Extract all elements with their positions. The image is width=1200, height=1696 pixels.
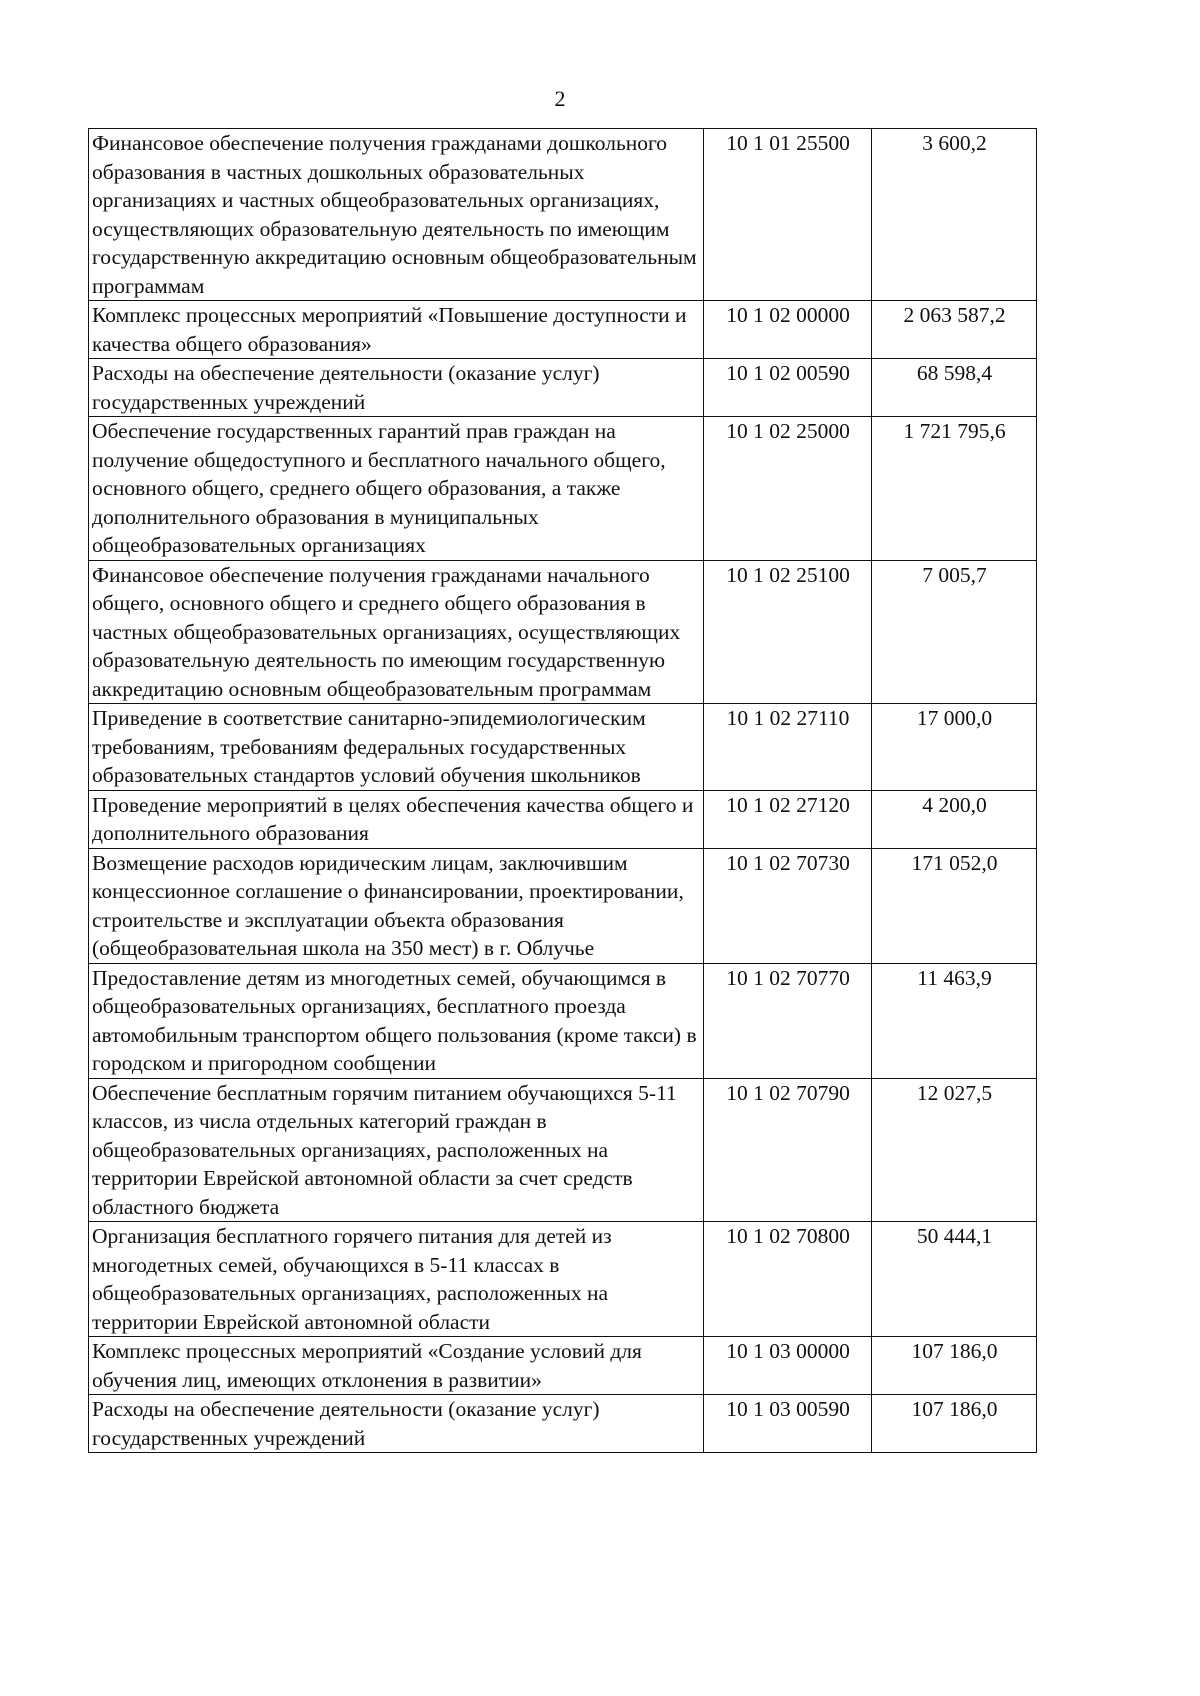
row-code: 10 1 02 00590 [704,359,872,417]
row-amount: 11 463,9 [872,963,1037,1078]
row-name: Возмещение расходов юридическим лицам, заключившим концессионное соглашение о финансировании, проектировании, строительстве и эксплуатации объекта образования (общеобразовательная школа на 350 мест) в г. Облучье [89,848,704,963]
row-name: Предоставление детям из многодетных семей, обучающимся в общеобразовательных организациях, бесплатного проезда автомобильным транспортом общего пользования (кроме такси) в городском и пригородном сообщении [89,963,704,1078]
row-name: Приведение в соответствие санитарно-эпидемиологическим требованиям, требованиям федеральных государственных образовательных стандартов условий обучения школьников [89,704,704,791]
row-name: Финансовое обеспечение получения гражданами начального общего, основного общего и среднего общего образования в частных общеобразовательных организациях, осуществляющих образовательную деятельность по имеющим государственную аккредитацию основным общеобразовательным программам [89,560,704,704]
row-name: Обеспечение бесплатным горячим питанием обучающихся 5-11 классов, из числа отдельных категорий граждан в общеобразовательных организациях, расположенных на территории Еврейской автономной области за счет средств областного бюджета [89,1078,704,1222]
row-code: 10 1 02 27120 [704,790,872,848]
row-name: Обеспечение государственных гарантий прав граждан на получение общедоступного и бесплатного начального общего, основного общего, среднего общего образования, а также дополнительного образования в муниципальных общеобразовательных организациях [89,417,704,561]
table-row [89,1337,1037,1395]
table-row [89,848,1037,963]
row-amount: 2 063 587,2 [872,301,1037,359]
row-code: 10 1 01 25500 [704,129,872,301]
row-amount: 68 598,4 [872,359,1037,417]
row-code: 10 1 02 27110 [704,704,872,791]
row-code: 10 1 02 25000 [704,417,872,561]
row-amount: 1 721 795,6 [872,417,1037,561]
row-amount: 3 600,2 [872,129,1037,301]
row-amount: 107 186,0 [872,1395,1037,1453]
table-row [89,963,1037,1078]
row-code: 10 1 02 70790 [704,1078,872,1222]
row-code: 10 1 02 25100 [704,560,872,704]
table-row [89,790,1037,848]
table-row [89,301,1037,359]
table-row [89,1222,1037,1337]
row-code: 10 1 02 70800 [704,1222,872,1337]
row-name: Расходы на обеспечение деятельности (оказание услуг) государственных учреждений [89,359,704,417]
row-amount: 17 000,0 [872,704,1037,791]
row-name: Финансовое обеспечение получения гражданами дошкольного образования в частных дошкольных образовательных организациях и частных общеобразовательных организациях, осуществляющих образовательную деятельность по имеющим государственную аккредитацию основным общеобразовательным программам [89,129,704,301]
page-number: 2 [554,86,566,111]
row-code: 10 1 02 70770 [704,963,872,1078]
table-row [89,560,1037,704]
row-code: 10 1 02 00000 [704,301,872,359]
table-row [89,1395,1037,1453]
budget-table-body [89,129,1037,1453]
row-amount: 12 027,5 [872,1078,1037,1222]
row-code: 10 1 03 00000 [704,1337,872,1395]
row-amount: 4 200,0 [872,790,1037,848]
table-row [89,129,1037,301]
row-name: Проведение мероприятий в целях обеспечения качества общего и дополнительного образования [89,790,704,848]
row-amount: 171 052,0 [872,848,1037,963]
table-row [89,704,1037,791]
row-name: Комплекс процессных мероприятий «Повышение доступности и качества общего образования» [89,301,704,359]
row-name: Организация бесплатного горячего питания для детей из многодетных семей, обучающихся в 5-11 классах в общеобразовательных организациях, расположенных на территории Еврейской автономной области [89,1222,704,1337]
table-row [89,1078,1037,1222]
row-code: 10 1 03 00590 [704,1395,872,1453]
row-amount: 107 186,0 [872,1337,1037,1395]
table-row [89,359,1037,417]
table-row [89,417,1037,561]
row-name: Комплекс процессных мероприятий «Создание условий для обучения лиц, имеющих отклонения в развитии» [89,1337,704,1395]
budget-table [88,128,1037,1453]
row-amount: 50 444,1 [872,1222,1037,1337]
row-name: Расходы на обеспечение деятельности (оказание услуг) государственных учреждений [89,1395,704,1453]
row-code: 10 1 02 70730 [704,848,872,963]
row-amount: 7 005,7 [872,560,1037,704]
